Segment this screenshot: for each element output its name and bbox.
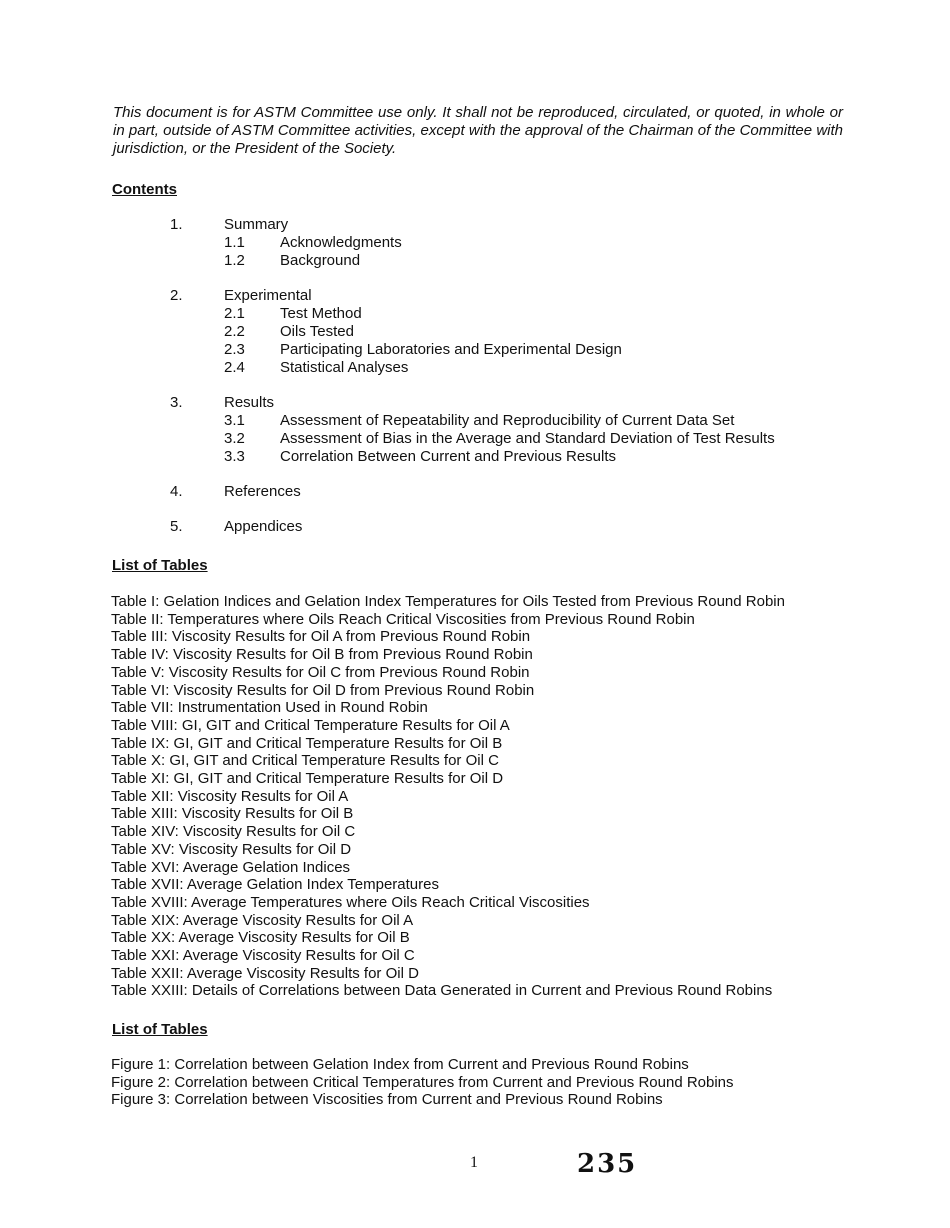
table-list-item: Table XIV: Viscosity Results for Oil C	[111, 823, 356, 841]
toc-section	[0, 287, 950, 377]
table-list-item: Table XVI: Average Gelation Indices	[111, 858, 351, 876]
toc-section-title: Experimental	[224, 287, 312, 304]
toc-section-title: Summary	[224, 216, 289, 233]
contents-heading: Contents	[112, 181, 177, 198]
toc-subsection-title: Oils Tested	[280, 323, 354, 340]
table-list-item: Table XIX: Average Viscosity Results for Oil A	[111, 911, 414, 929]
table-list-item: Table XVII: Average Gelation Index Temperatures	[111, 876, 439, 894]
table-list-item: Table XII: Viscosity Results for Oil A	[111, 787, 349, 805]
toc-section-row	[0, 287, 950, 305]
toc-section	[0, 394, 950, 466]
toc-section	[0, 483, 950, 501]
table-list-item: Table V: Viscosity Results for Oil C from Previous Round Robin	[111, 663, 530, 681]
table-list-item: Table III: Viscosity Results for Oil A from Previous Round Robin	[111, 628, 531, 646]
toc-subsection-row	[0, 359, 950, 377]
table-list-item: Table XXIII: Details of Correlations between Data Generated in Current and Previous Round Robins	[111, 982, 773, 1000]
toc-subsection-title: Acknowledgments	[280, 234, 402, 251]
list-of-figures	[111, 1056, 871, 1109]
figure-list-item: Figure 3: Correlation between Viscosities from Current and Previous Round Robins	[111, 1091, 663, 1109]
toc-subsection-number: 2.1	[224, 305, 245, 322]
toc-subsection-title: Statistical Analyses	[280, 359, 409, 376]
toc-section-number: 5.	[170, 518, 183, 535]
toc-subsection-number: 1.2	[224, 252, 245, 269]
document-stamp-number: 235	[577, 1149, 638, 1179]
toc-subsection-number: 2.2	[224, 323, 245, 340]
toc-subsection-row	[0, 305, 950, 323]
toc-subsection-number: 3.3	[224, 448, 245, 465]
list-of-tables-heading: List of Tables	[112, 557, 208, 574]
toc-subsection-number: 3.2	[224, 430, 245, 447]
table-list-item: Table IV: Viscosity Results for Oil B from Previous Round Robin	[111, 646, 533, 664]
toc-section-title: Appendices	[224, 518, 303, 535]
figure-list-item: Figure 1: Correlation between Gelation Index from Current and Previous Round Robins	[111, 1056, 689, 1073]
toc-subsection-row	[0, 448, 950, 466]
toc-section	[0, 216, 950, 270]
toc-section-title: Results	[224, 394, 275, 411]
list-of-tables	[111, 593, 871, 1000]
table-list-item: Table XIII: Viscosity Results for Oil B	[111, 805, 354, 823]
toc-section-number: 3.	[170, 394, 183, 411]
table-list-item: Table VI: Viscosity Results for Oil D from Previous Round Robin	[111, 681, 535, 699]
table-list-item: Table XX: Average Viscosity Results for Oil B	[111, 929, 410, 947]
table-list-item: Table XV: Viscosity Results for Oil D	[111, 840, 352, 858]
toc-section-row	[0, 483, 950, 501]
toc-subsection-number: 3.1	[224, 412, 245, 429]
table-of-contents	[0, 216, 950, 553]
toc-subsection-number: 2.4	[224, 359, 245, 376]
list-of-figures-heading: List of Tables	[112, 1021, 208, 1038]
toc-section-row	[0, 394, 950, 412]
table-list-item: Table I: Gelation Indices and Gelation Index Temperatures for Oils Tested from Previous Round Robin	[111, 593, 785, 610]
toc-subsection-title: Correlation Between Current and Previous Results	[280, 448, 616, 465]
figure-list-item: Figure 2: Correlation between Critical Temperatures from Current and Previous Round Robins	[111, 1073, 734, 1091]
toc-subsection-title: Participating Laboratories and Experimental Design	[280, 341, 622, 358]
toc-subsection-title: Assessment of Bias in the Average and Standard Deviation of Test Results	[280, 430, 775, 447]
toc-section-title: References	[224, 483, 301, 500]
table-list-item: Table II: Temperatures where Oils Reach Critical Viscosities from Previous Round Robin	[111, 610, 695, 628]
toc-subsection-title: Background	[280, 252, 361, 269]
table-list-item: Table XXII: Average Viscosity Results for Oil D	[111, 964, 419, 982]
toc-subsection-number: 1.1	[224, 234, 245, 251]
toc-subsection-row	[0, 341, 950, 359]
toc-subsection-title: Assessment of Repeatability and Reproducibility of Current Data Set	[280, 412, 735, 429]
toc-subsection-number: 2.3	[224, 341, 245, 358]
toc-section	[0, 518, 950, 536]
table-list-item: Table XVIII: Average Temperatures where Oils Reach Critical Viscosities	[111, 893, 590, 911]
table-list-item: Table VIII: GI, GIT and Critical Temperature Results for Oil A	[111, 716, 510, 734]
toc-subsection-row	[0, 323, 950, 341]
toc-subsection-title: Test Method	[280, 305, 362, 322]
toc-subsection-row	[0, 252, 950, 270]
table-list-item: Table XI: GI, GIT and Critical Temperature Results for Oil D	[111, 770, 504, 788]
page-number: 1	[470, 1154, 478, 1171]
table-list-item: Table VII: Instrumentation Used in Round Robin	[111, 699, 428, 717]
table-list-item: Table X: GI, GIT and Critical Temperature Results for Oil C	[111, 752, 499, 770]
toc-section-number: 1.	[170, 216, 183, 233]
toc-section-row	[0, 216, 950, 234]
toc-subsection-row	[0, 412, 950, 430]
toc-subsection-row	[0, 430, 950, 448]
table-list-item: Table XXI: Average Viscosity Results for Oil C	[111, 947, 415, 965]
toc-section-number: 4.	[170, 483, 183, 500]
toc-section-number: 2.	[170, 287, 183, 304]
toc-subsection-row	[0, 234, 950, 252]
table-list-item: Table IX: GI, GIT and Critical Temperature Results for Oil B	[111, 734, 503, 752]
confidentiality-notice: This document is for ASTM Committee use only. It shall not be reproduced, circulated, or quoted, in whole or in part, outside of ASTM Committee activities, except with the approval of the Chairman of the Committee with jurisdiction, or the President of the Society.	[113, 104, 843, 157]
toc-section-row	[0, 518, 950, 536]
